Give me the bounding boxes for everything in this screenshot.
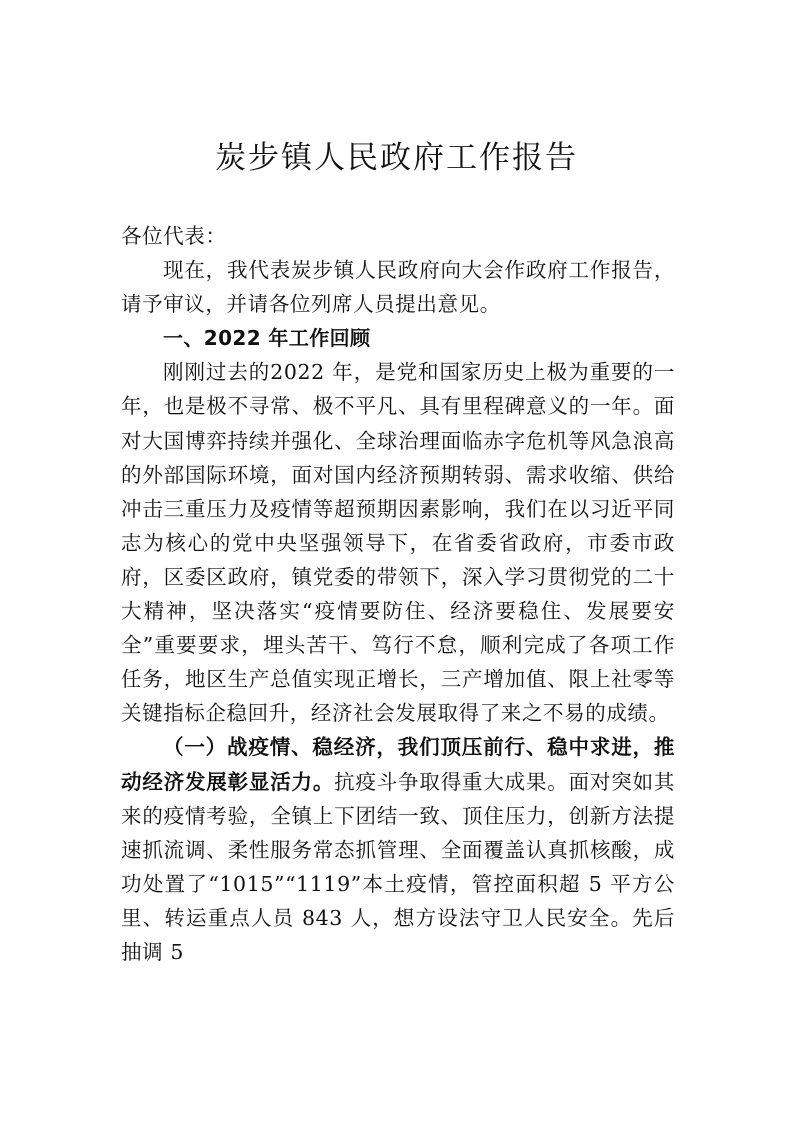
subsection-text: 抗疫斗争取得重大成果。面对突如其来的疫情考验，全镇上下团结一致、顶住压力，创新方法提速抓流调、柔性服务常态抓管理、全面覆盖认真抓核酸，成功处置了“1015”“1119”本土疫情，管控面积超 5 平方公里、转运重点人员 843 人，想方设法守卫人民安全。先后抽调 5 bbox=[121, 769, 675, 964]
subsection-paragraph bbox=[121, 730, 675, 969]
salutation: 各位代表： bbox=[121, 224, 227, 248]
intro-paragraph: 现在，我代表炭步镇人民政府向大会作政府工作报告，请予审议，并请各位列席人员提出意见。 bbox=[121, 258, 675, 317]
section-heading: 一、2022 年工作回顾 bbox=[163, 326, 371, 351]
document-title: 炭步镇人民政府工作报告 bbox=[215, 140, 578, 176]
document-body bbox=[121, 219, 675, 969]
review-paragraph: 刚刚过去的2022 年，是党和国家历史上极为重要的一年，也是极不寻常、极不平凡、具有里程碑意义的一年。面对大国博弈持续并强化、全球治理面临赤字危机等风急浪高的外部国际环境，面对国内经济预期转弱、需求收缩、供给冲击三重压力及疫情等超预期因素影响，我们在以习近平同志为核心的党中央坚强领导下，在省委省政府，市委市政府，区委区政府，镇党委的带领下，深入学习贯彻党的二十大精神，坚决落实“疫情要防住、经济要稳住、发展要安全”重要要求，埋头苦干、笃行不怠，顺利完成了各项工作任务，地区生产总值实现正增长，三产增加值、限上社零等关键指标企稳回升，经济社会发展取得了来之不易的成绩。 bbox=[121, 360, 675, 726]
subsection-lead: （一）战疫情、稳经济，我们顶压前行、稳中求进，推动经济发展彰显活力。 bbox=[121, 735, 675, 794]
